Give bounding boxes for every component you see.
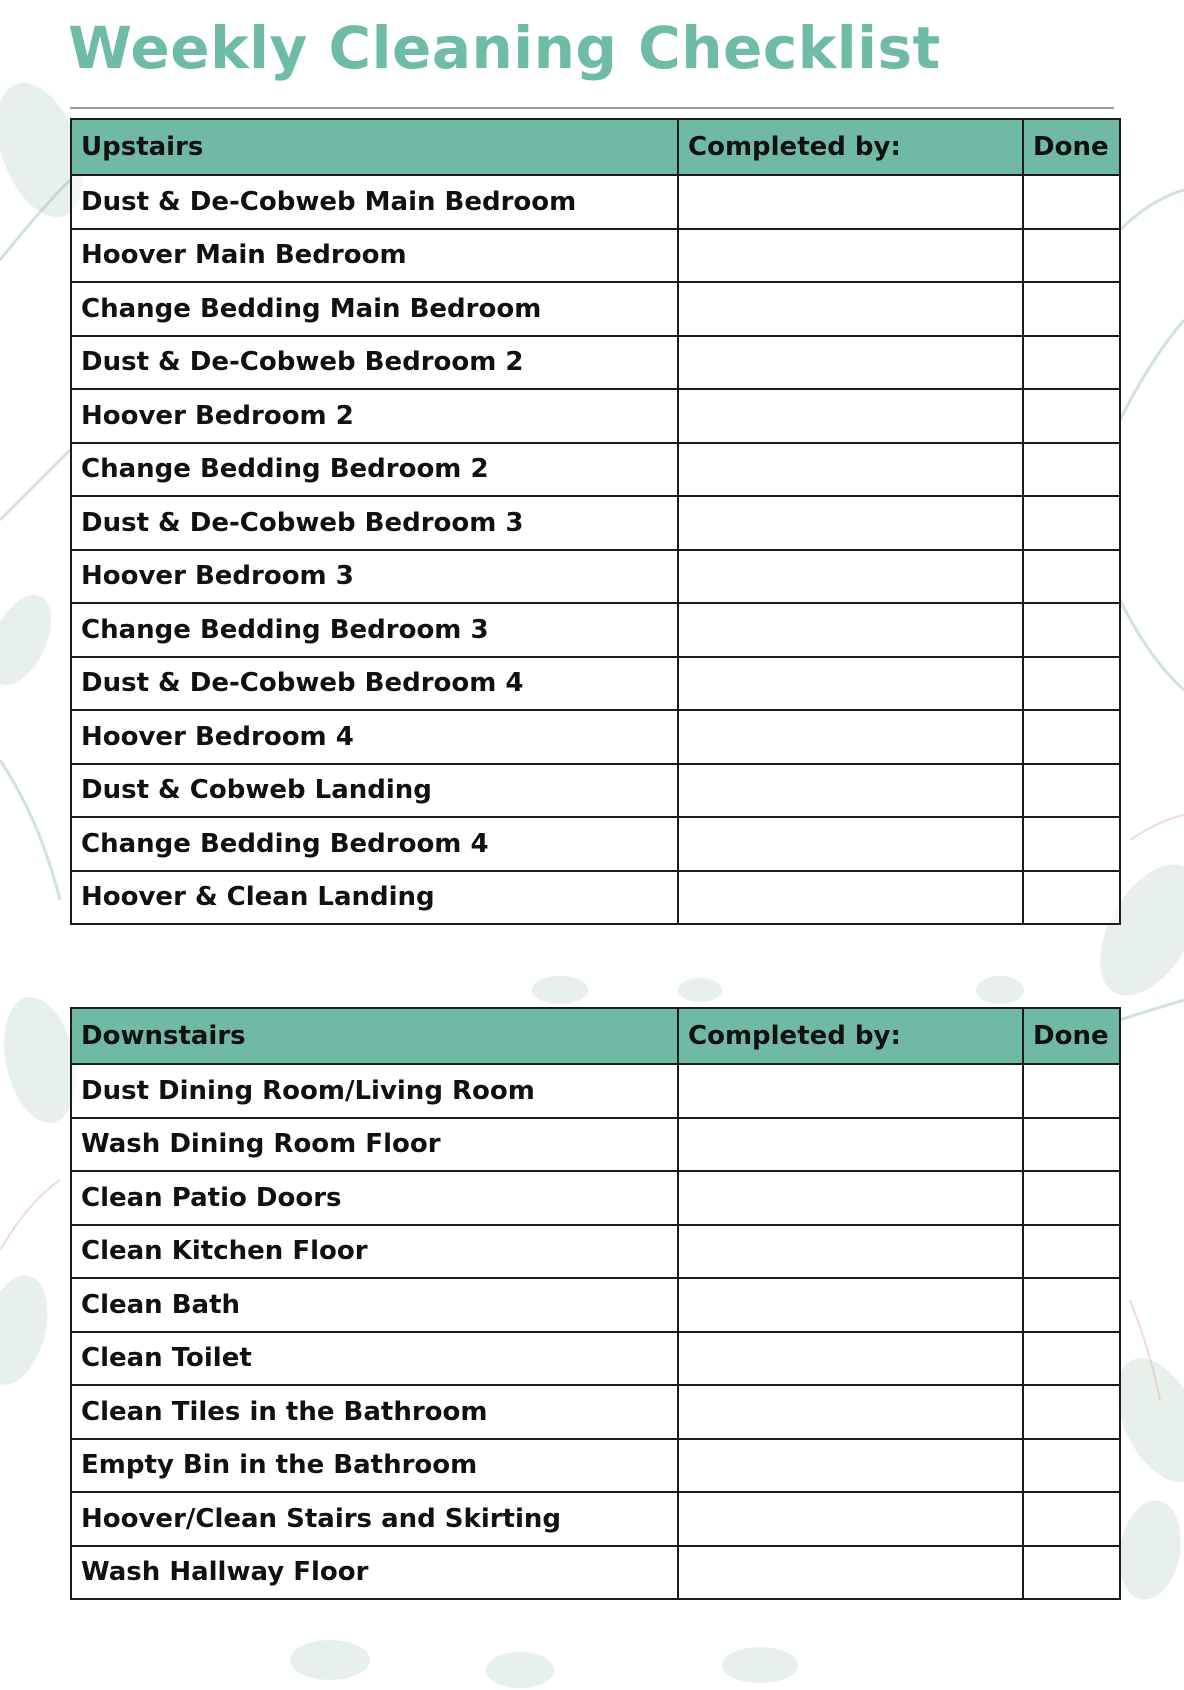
done-cell[interactable] [1023,603,1120,657]
completed-by-cell[interactable] [678,764,1023,818]
table-header-row [71,1008,1120,1064]
done-cell[interactable] [1023,550,1120,604]
task-label: Wash Hallway Floor [71,1546,678,1600]
done-cell[interactable] [1023,336,1120,390]
table-row [71,1171,1120,1225]
table-row [71,1546,1120,1600]
table-row [71,229,1120,283]
task-label: Hoover Bedroom 4 [71,710,678,764]
completed-by-cell[interactable] [678,1439,1023,1493]
completed-by-cell[interactable] [678,229,1023,283]
task-label: Hoover & Clean Landing [71,871,678,925]
completed-by-header: Completed by: [678,119,1023,175]
table-row [71,1492,1120,1546]
table-row [71,1439,1120,1493]
completed-by-cell[interactable] [678,1385,1023,1439]
table-row [71,336,1120,390]
upstairs-table [70,118,1121,925]
task-label: Dust & De-Cobweb Bedroom 4 [71,657,678,711]
done-cell[interactable] [1023,1439,1120,1493]
downstairs-table [70,1007,1121,1600]
table-row [71,282,1120,336]
table-row [71,817,1120,871]
completed-by-cell[interactable] [678,710,1023,764]
completed-by-cell[interactable] [678,1225,1023,1279]
done-cell[interactable] [1023,764,1120,818]
task-label: Dust & Cobweb Landing [71,764,678,818]
completed-by-cell[interactable] [678,1332,1023,1386]
done-cell[interactable] [1023,389,1120,443]
done-cell[interactable] [1023,496,1120,550]
task-label: Clean Kitchen Floor [71,1225,678,1279]
task-label: Dust & De-Cobweb Bedroom 2 [71,336,678,390]
task-label: Hoover/Clean Stairs and Skirting [71,1492,678,1546]
area-header: Upstairs [71,119,678,175]
task-label: Clean Patio Doors [71,1171,678,1225]
done-cell[interactable] [1023,1332,1120,1386]
completed-by-cell[interactable] [678,1064,1023,1118]
done-cell[interactable] [1023,1492,1120,1546]
completed-by-cell[interactable] [678,1171,1023,1225]
table-row [71,710,1120,764]
completed-by-header: Completed by: [678,1008,1023,1064]
table-row [71,496,1120,550]
completed-by-cell[interactable] [678,817,1023,871]
table-row [71,1385,1120,1439]
table-row [71,389,1120,443]
table-row [71,1278,1120,1332]
task-label: Hoover Bedroom 2 [71,389,678,443]
task-label: Dust & De-Cobweb Bedroom 3 [71,496,678,550]
done-cell[interactable] [1023,175,1120,229]
page-title: Weekly Cleaning Checklist [68,14,941,82]
task-label: Hoover Main Bedroom [71,229,678,283]
completed-by-cell[interactable] [678,443,1023,497]
table-row [71,1118,1120,1172]
table-row [71,1064,1120,1118]
done-cell[interactable] [1023,1546,1120,1600]
done-header: Done [1023,119,1120,175]
done-cell[interactable] [1023,1171,1120,1225]
task-label: Change Bedding Main Bedroom [71,282,678,336]
area-header: Downstairs [71,1008,678,1064]
task-label: Change Bedding Bedroom 4 [71,817,678,871]
completed-by-cell[interactable] [678,871,1023,925]
task-label: Clean Toilet [71,1332,678,1386]
done-cell[interactable] [1023,1118,1120,1172]
completed-by-cell[interactable] [678,603,1023,657]
completed-by-cell[interactable] [678,1492,1023,1546]
done-header: Done [1023,1008,1120,1064]
completed-by-cell[interactable] [678,657,1023,711]
table-row [71,1332,1120,1386]
done-cell[interactable] [1023,282,1120,336]
done-cell[interactable] [1023,657,1120,711]
completed-by-cell[interactable] [678,550,1023,604]
done-cell[interactable] [1023,817,1120,871]
table-row [71,871,1120,925]
completed-by-cell[interactable] [678,175,1023,229]
table-row [71,550,1120,604]
task-label: Change Bedding Bedroom 2 [71,443,678,497]
table-row [71,1225,1120,1279]
done-cell[interactable] [1023,229,1120,283]
done-cell[interactable] [1023,443,1120,497]
task-label: Dust & De-Cobweb Main Bedroom [71,175,678,229]
completed-by-cell[interactable] [678,336,1023,390]
done-cell[interactable] [1023,871,1120,925]
task-label: Clean Bath [71,1278,678,1332]
table-row [71,603,1120,657]
completed-by-cell[interactable] [678,282,1023,336]
task-label: Wash Dining Room Floor [71,1118,678,1172]
completed-by-cell[interactable] [678,1278,1023,1332]
table-row [71,443,1120,497]
task-label: Change Bedding Bedroom 3 [71,603,678,657]
table-header-row [71,119,1120,175]
title-divider [70,107,1114,109]
completed-by-cell[interactable] [678,1546,1023,1600]
task-label: Clean Tiles in the Bathroom [71,1385,678,1439]
done-cell[interactable] [1023,1064,1120,1118]
table-row [71,175,1120,229]
task-label: Dust Dining Room/Living Room [71,1064,678,1118]
table-row [71,764,1120,818]
done-cell[interactable] [1023,1225,1120,1279]
done-cell[interactable] [1023,1278,1120,1332]
done-cell[interactable] [1023,1385,1120,1439]
completed-by-cell[interactable] [678,1118,1023,1172]
table-row [71,657,1120,711]
task-label: Empty Bin in the Bathroom [71,1439,678,1493]
completed-by-cell[interactable] [678,496,1023,550]
done-cell[interactable] [1023,710,1120,764]
completed-by-cell[interactable] [678,389,1023,443]
task-label: Hoover Bedroom 3 [71,550,678,604]
